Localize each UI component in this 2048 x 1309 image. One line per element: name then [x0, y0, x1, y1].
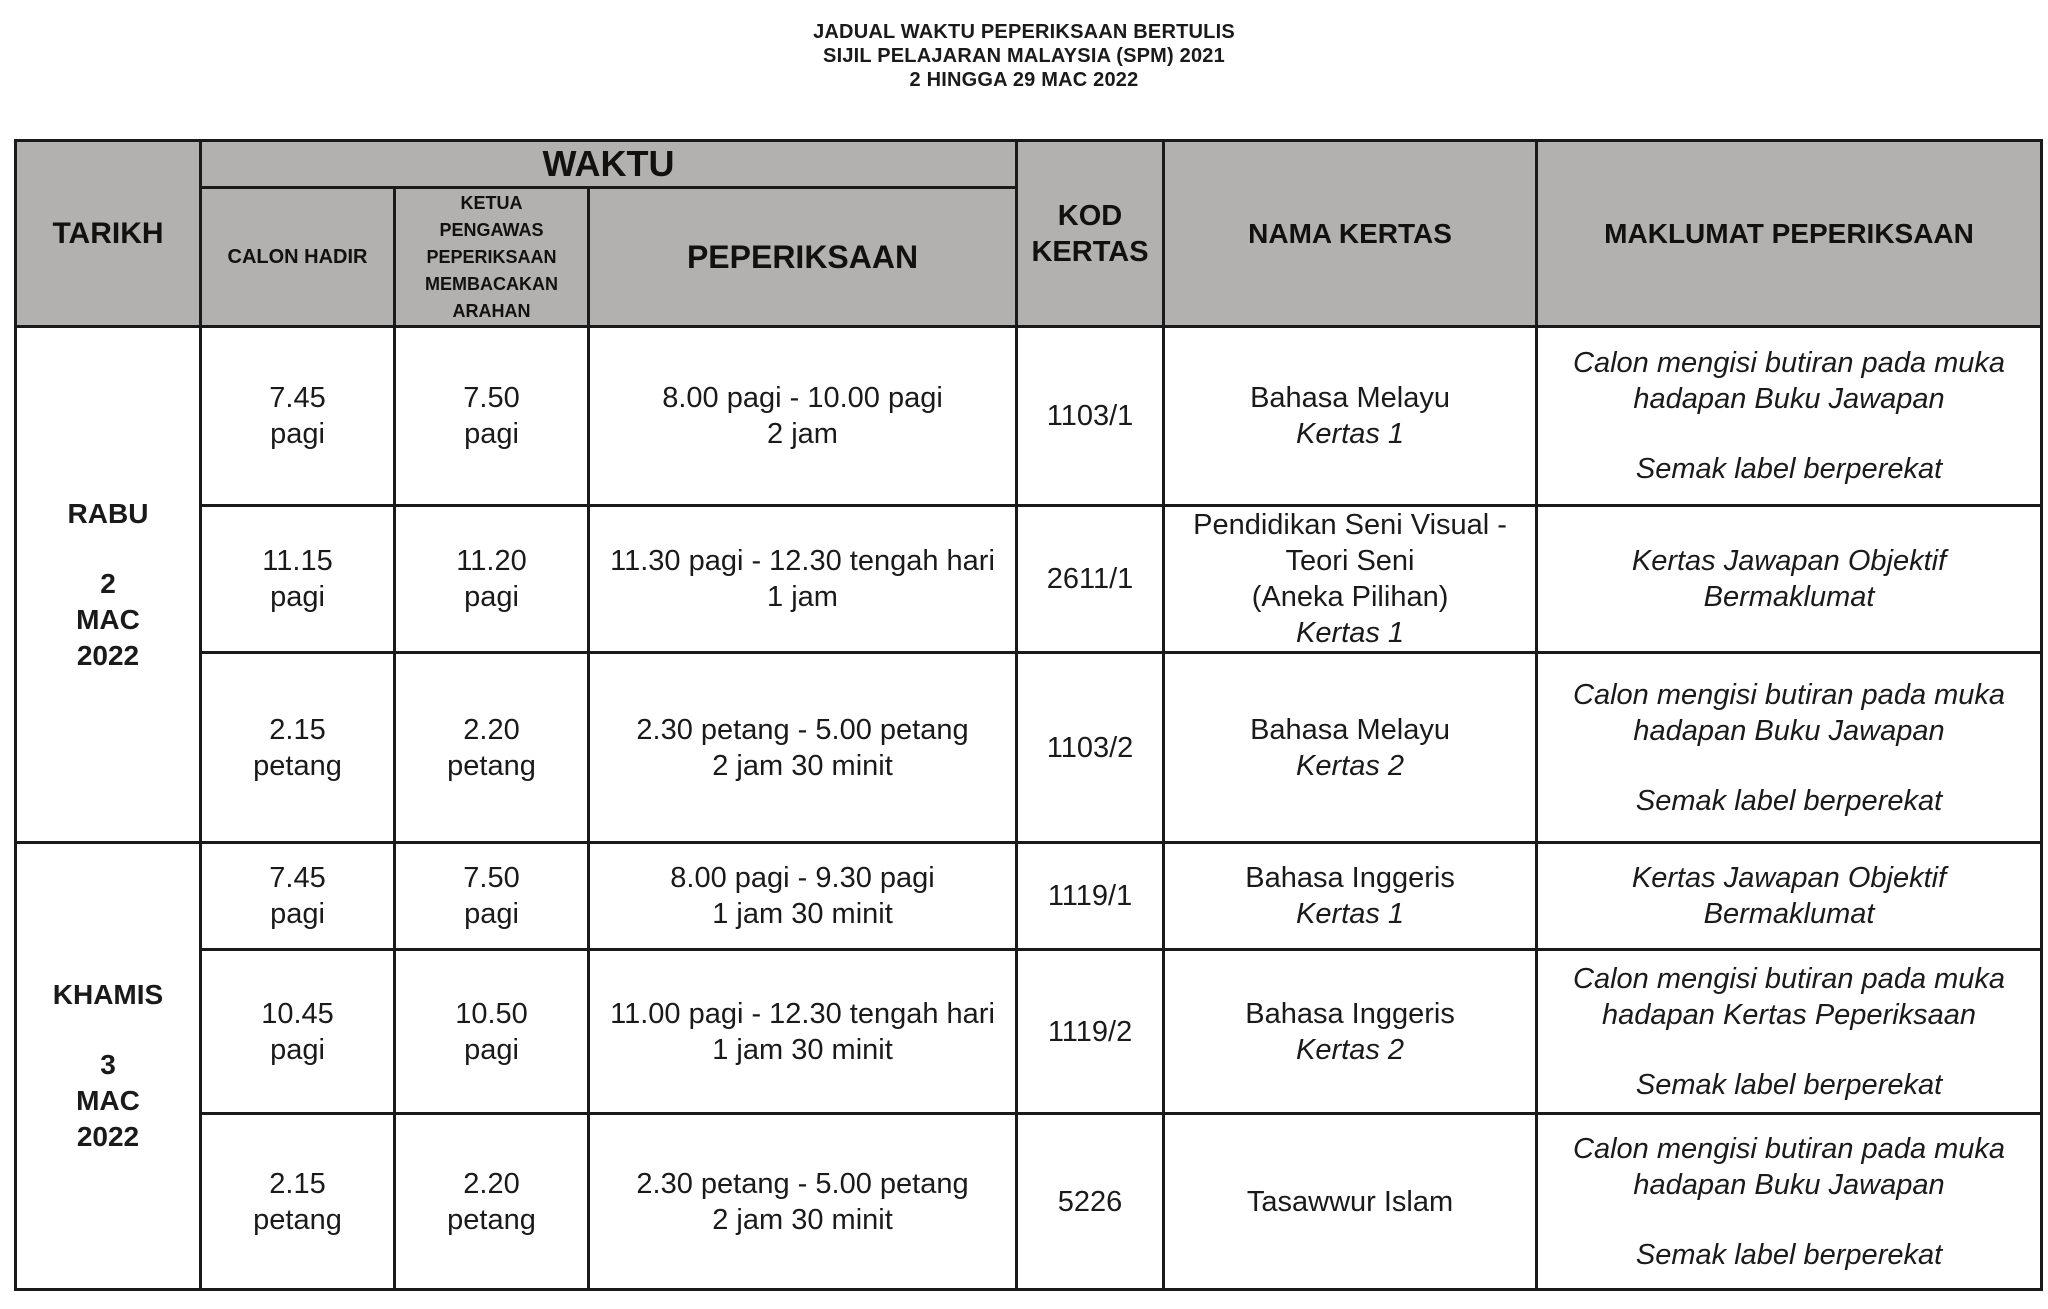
nama-kertas-cell: Bahasa Melayu Kertas 2 — [1164, 653, 1537, 843]
title-line-1: JADUAL WAKTU PEPERIKSAAN BERTULIS — [813, 21, 1235, 43]
header-membacakan-line: MEMBACAKAN — [425, 273, 558, 294]
table-row — [16, 653, 2042, 843]
peperiksaan-cell: 2.30 petang - 5.00 petang 2 jam 30 minit — [589, 653, 1017, 843]
kod-kertas-cell: 2611/1 — [1017, 506, 1164, 653]
peperiksaan-cell: 8.00 pagi - 10.00 pagi 2 jam — [589, 327, 1017, 506]
ketua-pengawas-cell: 10.50 pagi — [395, 950, 589, 1114]
document-title — [0, 20, 2048, 92]
header-pengawas-line: PENGAWAS — [439, 219, 544, 240]
peperiksaan-cell: 11.00 pagi - 12.30 tengah hari 1 jam 30 minit — [589, 950, 1017, 1114]
nama-kertas-cell: Bahasa Inggeris Kertas 1 — [1164, 843, 1537, 950]
nama-kertas-cell: Bahasa Melayu Kertas 1 — [1164, 327, 1537, 506]
maklumat-cell: Calon mengisi butiran pada muka hadapan Buku Jawapan Semak label berperekat — [1537, 1114, 2042, 1290]
table-row — [16, 327, 2042, 506]
maklumat-cell: Calon mengisi butiran pada muka hadapan Buku Jawapan Semak label berperekat — [1537, 653, 2042, 843]
ketua-pengawas-cell: 7.50 pagi — [395, 843, 589, 950]
maklumat-cell: Calon mengisi butiran pada muka hadapan Kertas Peperiksaan Semak label berperekat — [1537, 950, 2042, 1114]
calon-hadir-cell: 7.45 pagi — [201, 327, 395, 506]
header-calon-hadir: CALON HADIR — [201, 188, 395, 327]
calon-hadir-cell: 2.15 petang — [201, 653, 395, 843]
table-row — [16, 950, 2042, 1114]
date-cell — [16, 843, 201, 1290]
maklumat-cell: Calon mengisi butiran pada muka hadapan Buku Jawapan Semak label berperekat — [1537, 327, 2042, 506]
title-line-3: 2 HINGGA 29 MAC 2022 — [909, 69, 1139, 91]
date-cell — [16, 327, 201, 843]
date-day: 2 — [100, 567, 116, 599]
header-kertas-line: KERTAS — [1031, 235, 1149, 268]
calon-hadir-cell: 7.45 pagi — [201, 843, 395, 950]
date-day: 3 — [100, 1049, 116, 1080]
title-line-2: SIJIL PELAJARAN MALAYSIA (SPM) 2021 — [823, 45, 1225, 67]
table-row — [16, 1114, 2042, 1290]
header-peperiksaan-line: PEPERIKSAAN — [426, 246, 557, 267]
date-year: 2022 — [76, 1121, 140, 1152]
header-peperiksaan: PEPERIKSAAN — [589, 188, 1017, 327]
calon-hadir-cell: 11.15 pagi — [201, 506, 395, 653]
ketua-pengawas-cell: 11.20 pagi — [395, 506, 589, 653]
maklumat-cell: Kertas Jawapan Objektif Bermaklumat — [1537, 506, 2042, 653]
header-kod-kertas — [1017, 141, 1164, 327]
day-name: KHAMIS — [52, 979, 164, 1010]
nama-kertas-cell: Pendidikan Seni Visual - Teori Seni (Aneka Pilihan) Kertas 1 — [1164, 506, 1537, 653]
nama-kertas-cell: Tasawwur Islam — [1164, 1114, 1537, 1290]
calon-hadir-cell: 2.15 petang — [201, 1114, 395, 1290]
table-row — [16, 506, 2042, 653]
peperiksaan-cell: 11.30 pagi - 12.30 tengah hari 1 jam — [589, 506, 1017, 653]
header-arahan-line: ARAHAN — [452, 300, 531, 321]
ketua-pengawas-cell: 7.50 pagi — [395, 327, 589, 506]
header-nama-kertas: NAMA KERTAS — [1164, 141, 1537, 327]
kod-kertas-cell: 1103/2 — [1017, 653, 1164, 843]
header-tarikh: TARIKH — [16, 141, 201, 327]
header-ketua-pengawas — [395, 188, 589, 327]
header-waktu: WAKTU — [201, 141, 1017, 188]
peperiksaan-cell: 2.30 petang - 5.00 petang 2 jam 30 minit — [589, 1114, 1017, 1290]
ketua-pengawas-cell: 2.20 petang — [395, 1114, 589, 1290]
date-month: MAC — [76, 603, 140, 635]
header-ketua-line: KETUA — [460, 192, 523, 213]
peperiksaan-cell: 8.00 pagi - 9.30 pagi 1 jam 30 minit — [589, 843, 1017, 950]
ketua-pengawas-cell: 2.20 petang — [395, 653, 589, 843]
header-kod-line: KOD — [1057, 199, 1123, 232]
date-year: 2022 — [76, 639, 140, 671]
kod-kertas-cell: 1119/2 — [1017, 950, 1164, 1114]
kod-kertas-cell: 1103/1 — [1017, 327, 1164, 506]
nama-kertas-cell: Bahasa Inggeris Kertas 2 — [1164, 950, 1537, 1114]
table-row — [16, 843, 2042, 950]
exam-schedule-table — [14, 139, 2043, 1291]
maklumat-cell: Kertas Jawapan Objektif Bermaklumat — [1537, 843, 2042, 950]
day-name: RABU — [67, 497, 149, 529]
kod-kertas-cell: 1119/1 — [1017, 843, 1164, 950]
header-maklumat: MAKLUMAT PEPERIKSAAN — [1537, 141, 2042, 327]
date-month: MAC — [76, 1085, 140, 1116]
calon-hadir-cell: 10.45 pagi — [201, 950, 395, 1114]
kod-kertas-cell: 5226 — [1017, 1114, 1164, 1290]
